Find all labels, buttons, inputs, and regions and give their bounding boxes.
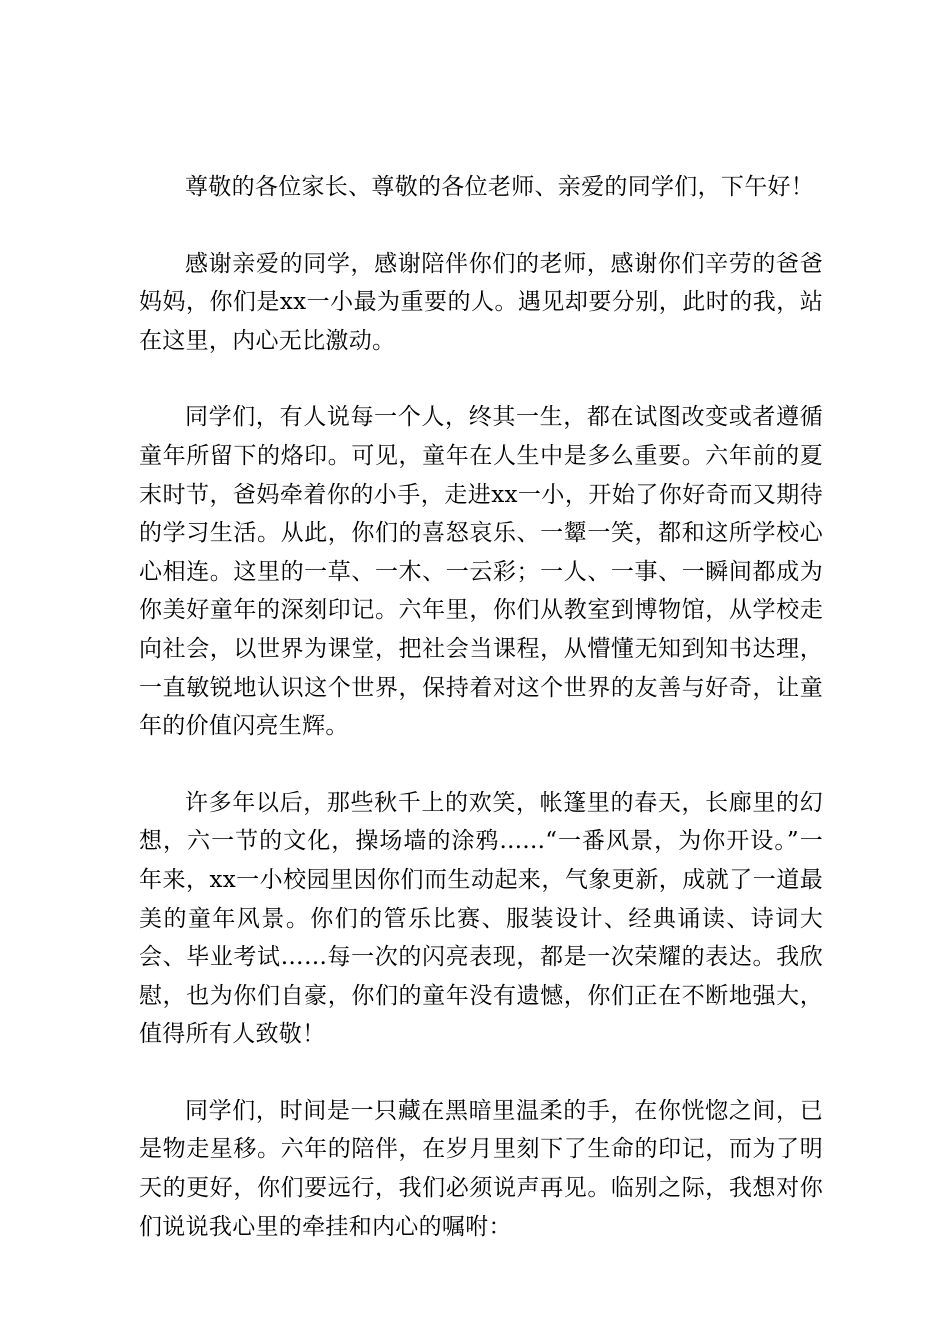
paragraph-memories: 许多年以后，那些秋千上的欢笑，帐篷里的春天，长廊里的幻想，六一节的文化，操场墙的涂鸦......“一番风景，为你开设。”一年来，xx一小校园里因你们而生动起来，气象更新，成就了一道最美的童年风景。你们的管乐比赛、服装设计、经典诵读、诗词大会、毕业考试……每一次的闪亮表现，都是一次荣耀的表达。我欣慰，也为你们自豪，你们的童年没有遗憾，你们正在不断地强大，值得所有人致敬！ — [139, 789, 823, 1048]
paragraph-thanks: 感谢亲爱的同学，感谢陪伴你们的老师，感谢你们辛劳的爸爸妈妈，你们是xx一小最为重要的人。遇见却要分别，此时的我，站在这里，内心无比激动。 — [139, 250, 823, 354]
paragraph-greeting: 尊敬的各位家长、尊敬的各位老师、亲爱的同学们，下午好！ — [185, 174, 815, 200]
paragraph-childhood: 同学们，有人说每一个人，终其一生，都在试图改变或者遵循童年所留下的烙印。可见，童年在人生中是多么重要。六年前的夏末时节，爸妈牵着你的小手，走进xx一小，开始了你好奇而又期待的学习生活。从此，你们的喜怒哀乐、一颦一笑，都和这所学校心心相连。这里的一草、一木、一云彩；一人、一事、一瞬间都成为你美好童年的深刻印记。六年里，你们从教室到博物馆，从学校走向社会，以世界为课堂，把社会当课程，从懵懂无知到知书达理，一直敏锐地认识这个世界，保持着对这个世界的友善与好奇，让童年的价值闪亮生辉。 — [139, 404, 823, 740]
document-body — [139, 168, 823, 1284]
paragraph-farewell: 同学们，时间是一只藏在黑暗里温柔的手，在你恍惚之间，已是物走星移。六年的陪伴，在岁月里刻下了生命的印记，而为了明天的更好，你们要远行，我们必须说声再见。临别之际，我想对你们说说我心里的牵挂和内心的嘱咐： — [139, 1097, 823, 1240]
